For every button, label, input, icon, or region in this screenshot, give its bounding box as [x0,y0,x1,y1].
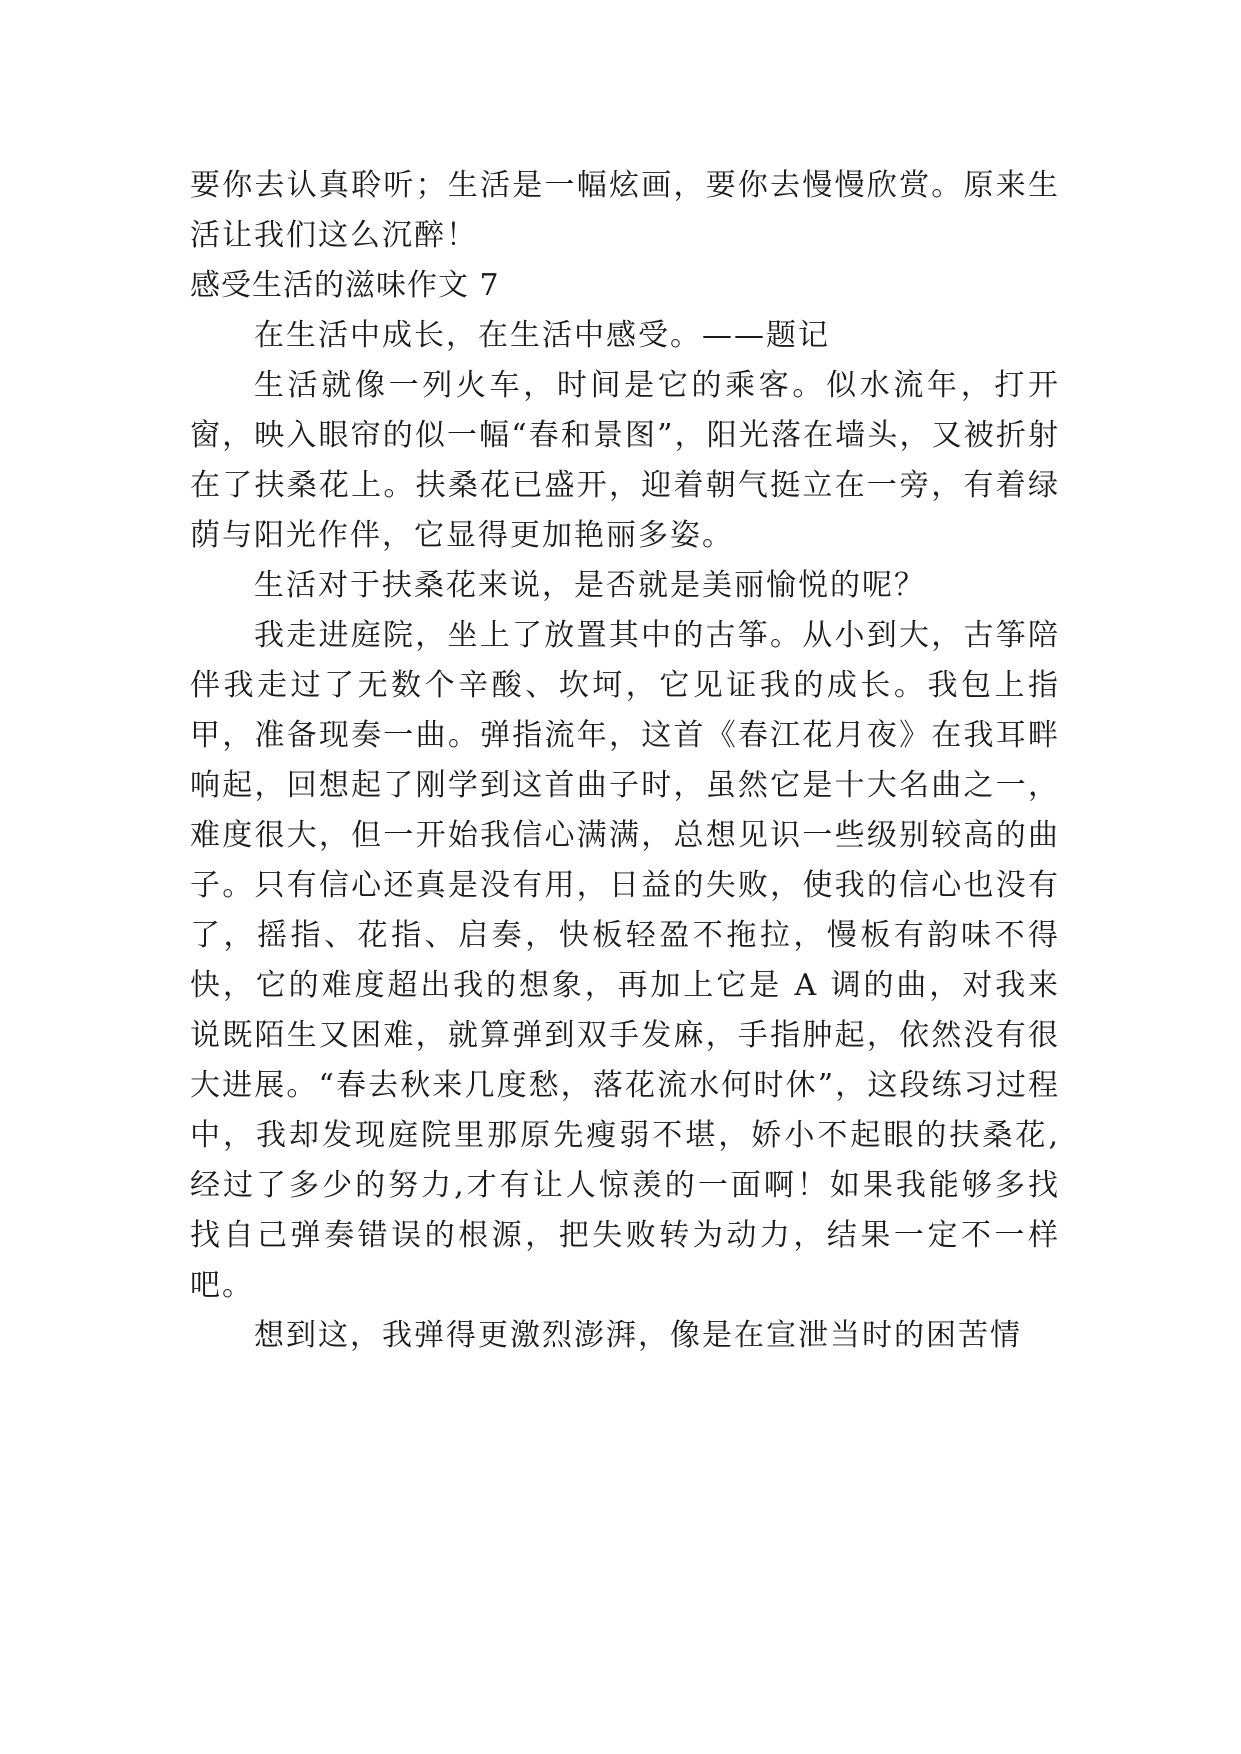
paragraph-question: 生活对于扶桑花来说，是否就是美丽愉悦的呢？ [254,568,926,603]
epigraph-paragraph: 在生活中成长，在生活中感受。——题记 [254,318,830,353]
paragraph-ending: 想到这，我弹得更激烈澎湃，像是在宣泄当时的困苦情 [254,1318,1022,1353]
document-body [190,161,1060,1361]
essay-heading: 感受生活的滋味作文 7 [190,268,500,303]
paragraph-continuation: 要你去认真聆听；生活是一幅炫画，要你去慢慢欣赏。原来生活让我们这么沉醉！ [190,168,1060,253]
paragraph-guzheng: 我走进庭院，坐上了放置其中的古筝。从小到大，古筝陪伴我走过了无数个辛酸、坎坷，它见证我的成长。我包上指甲，准备现奏一曲。弹指流年，这首《春江花月夜》在我耳畔响起，回想起了刚学到这首曲子时，虽然它是十大名曲之一，难度很大，但一开始我信心满满，总想见识一些级别较高的曲子。只有信心还真是没有用，日益的失败，使我的信心也没有了，摇指、花指、启奏，快板轻盈不拖拉，慢板有韵味不得快，它的难度超出我的想象，再加上它是 A 调的曲，对我来说既陌生又困难，就算弹到双手发麻，手指肿起，依然没有很大进展。“春去秋来几度愁，落花流水何时休”，这段练习过程中，我却发现庭院里那原先瘦弱不堪，娇小不起眼的扶桑花,经过了多少的努力,才有让人惊羡的一面啊！如果我能够多找找自己弹奏错误的根源，把失败转为动力，结果一定不一样吧。 [190,618,1060,1303]
paragraph-train-metaphor: 生活就像一列火车，时间是它的乘客。似水流年，打开窗，映入眼帘的似一幅“春和景图”，阳光落在墙头，又被折射在了扶桑花上。扶桑花已盛开，迎着朝气挺立在一旁，有着绿荫与阳光作伴，它显得更加艳丽多姿。 [190,368,1060,553]
